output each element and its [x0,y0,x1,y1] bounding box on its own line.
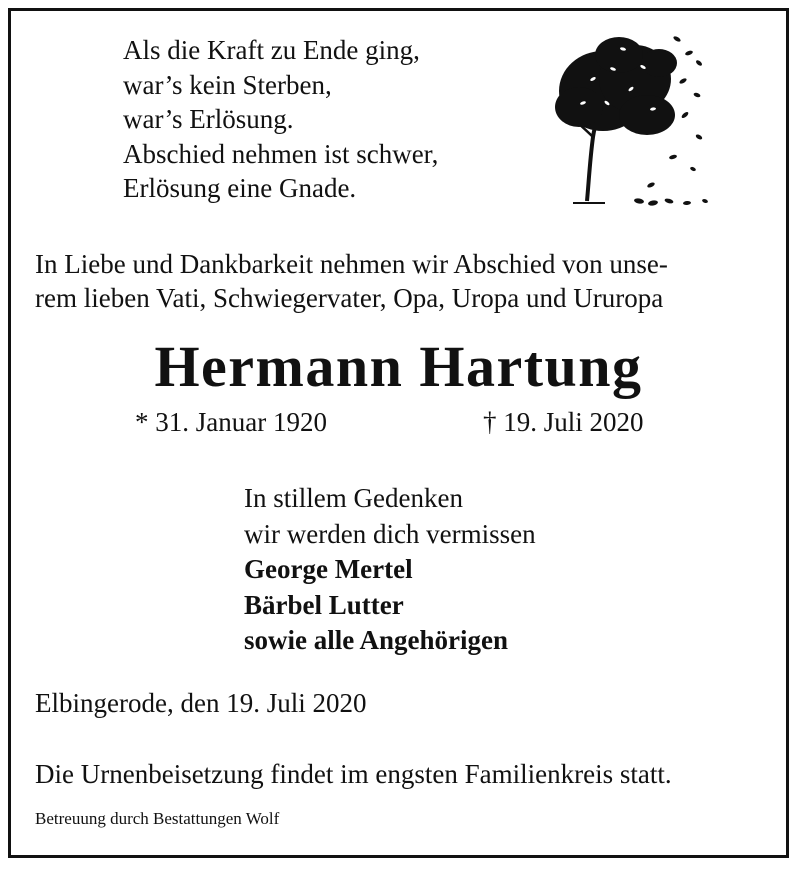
poem-line: Als die Kraft zu Ende ging, [123,35,420,65]
intro-line: In Liebe und Dankbarkeit nehmen wir Abschied von unse- [35,249,668,279]
mourner-name: sowie alle Angehörigen [244,625,508,655]
remembrance-line: wir werden dich vermissen [244,518,536,549]
birth-date: * 31. Januar 1920 [135,407,327,437]
funeral-note: Die Urnenbeisetzung findet im engsten Familienkreis statt. [35,759,672,789]
mourners-block [244,481,536,659]
poem-line: Abschied nehmen ist schwer, [123,138,439,169]
poem-line: Erlösung eine Gnade. [123,173,357,203]
deceased-name: Hermann Hartung [154,334,643,399]
poem-line: war’s Erlösung. [123,104,294,134]
intro-text [35,247,668,315]
mourner-name: George Mertel [244,554,413,584]
intro-line: rem lieben Vati, Schwiegervater, Opa, Uropa und Ururopa [35,283,664,313]
remembrance-line: In stillem Gedenken [244,483,463,513]
death-date: † 19. Juli 2020 [483,407,644,437]
mourner-name: Bärbel Lutter [244,589,404,620]
place-date: Elbingerode, den 19. Juli 2020 [35,688,367,718]
poem [123,33,438,206]
obituary-notice [8,8,789,858]
poem-line: war’s kein Sterben, [123,69,332,100]
windblown-tree-icon [543,19,713,209]
care-note: Betreuung durch Bestattungen Wolf [35,809,280,828]
